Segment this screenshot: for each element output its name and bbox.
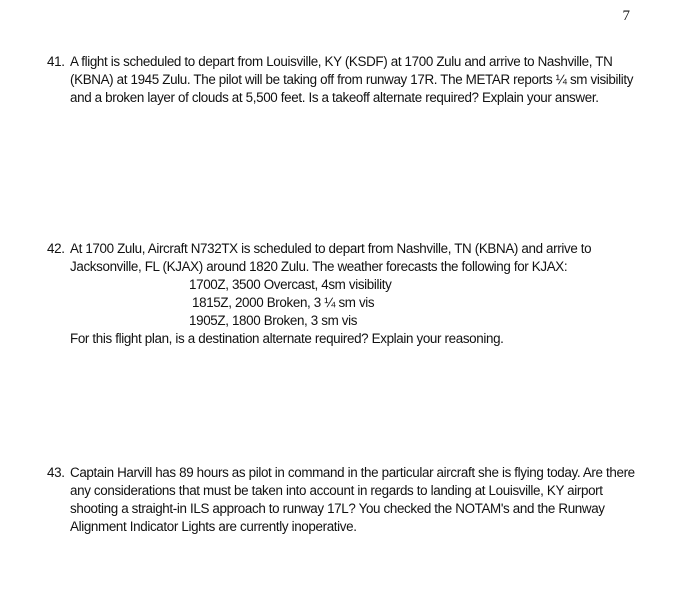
question-closing: For this flight plan, is a destination alternate required? Explain your reasoning. — [70, 331, 504, 346]
question-line: shooting a straight-in ILS approach to runway 17L? You checked the NOTAM's and the Runway — [70, 501, 605, 516]
forecast-line: 1815Z, 2000 Broken, 3 ¼ sm vis — [192, 295, 375, 310]
question-line — [47, 464, 637, 482]
question-line: Alignment Indicator Lights are currently inoperative. — [70, 519, 357, 534]
question-42 — [47, 240, 637, 348]
question-43 — [47, 464, 637, 536]
question-text: A flight is scheduled to depart from Louisville, KY (KSDF) at 1700 Zulu and arrive to Nashville, TN — [70, 54, 613, 69]
forecast-line: 1905Z, 1800 Broken, 3 sm vis — [189, 313, 358, 328]
question-number: 41. — [47, 54, 65, 69]
question-line — [47, 240, 637, 258]
question-number: 42. — [47, 241, 65, 256]
question-line: and a broken layer of clouds at 5,500 feet. Is a takeoff alternate required? Explain your answer. — [70, 90, 599, 105]
question-number: 43. — [47, 465, 65, 480]
question-text: Captain Harvill has 89 hours as pilot in command in the particular aircraft she is flying today. Are there — [70, 465, 635, 480]
question-line — [47, 53, 637, 71]
forecast-line: 1700Z, 3500 Overcast, 4sm visibility — [189, 277, 392, 292]
question-41 — [47, 53, 637, 107]
page-number: 7 — [622, 8, 630, 24]
question-text: At 1700 Zulu, Aircraft N732TX is scheduled to depart from Nashville, TN (KBNA) and arrive to — [70, 241, 592, 256]
question-line: Jacksonville, FL (KJAX) around 1820 Zulu. The weather forecasts the following for KJAX: — [70, 259, 568, 274]
question-line: (KBNA) at 1945 Zulu. The pilot will be taking off from runway 17R. The METAR reports ¼ sm visibility — [70, 72, 634, 87]
question-line: any considerations that must be taken into account in regards to landing at Louisville, KY airport — [70, 483, 603, 498]
